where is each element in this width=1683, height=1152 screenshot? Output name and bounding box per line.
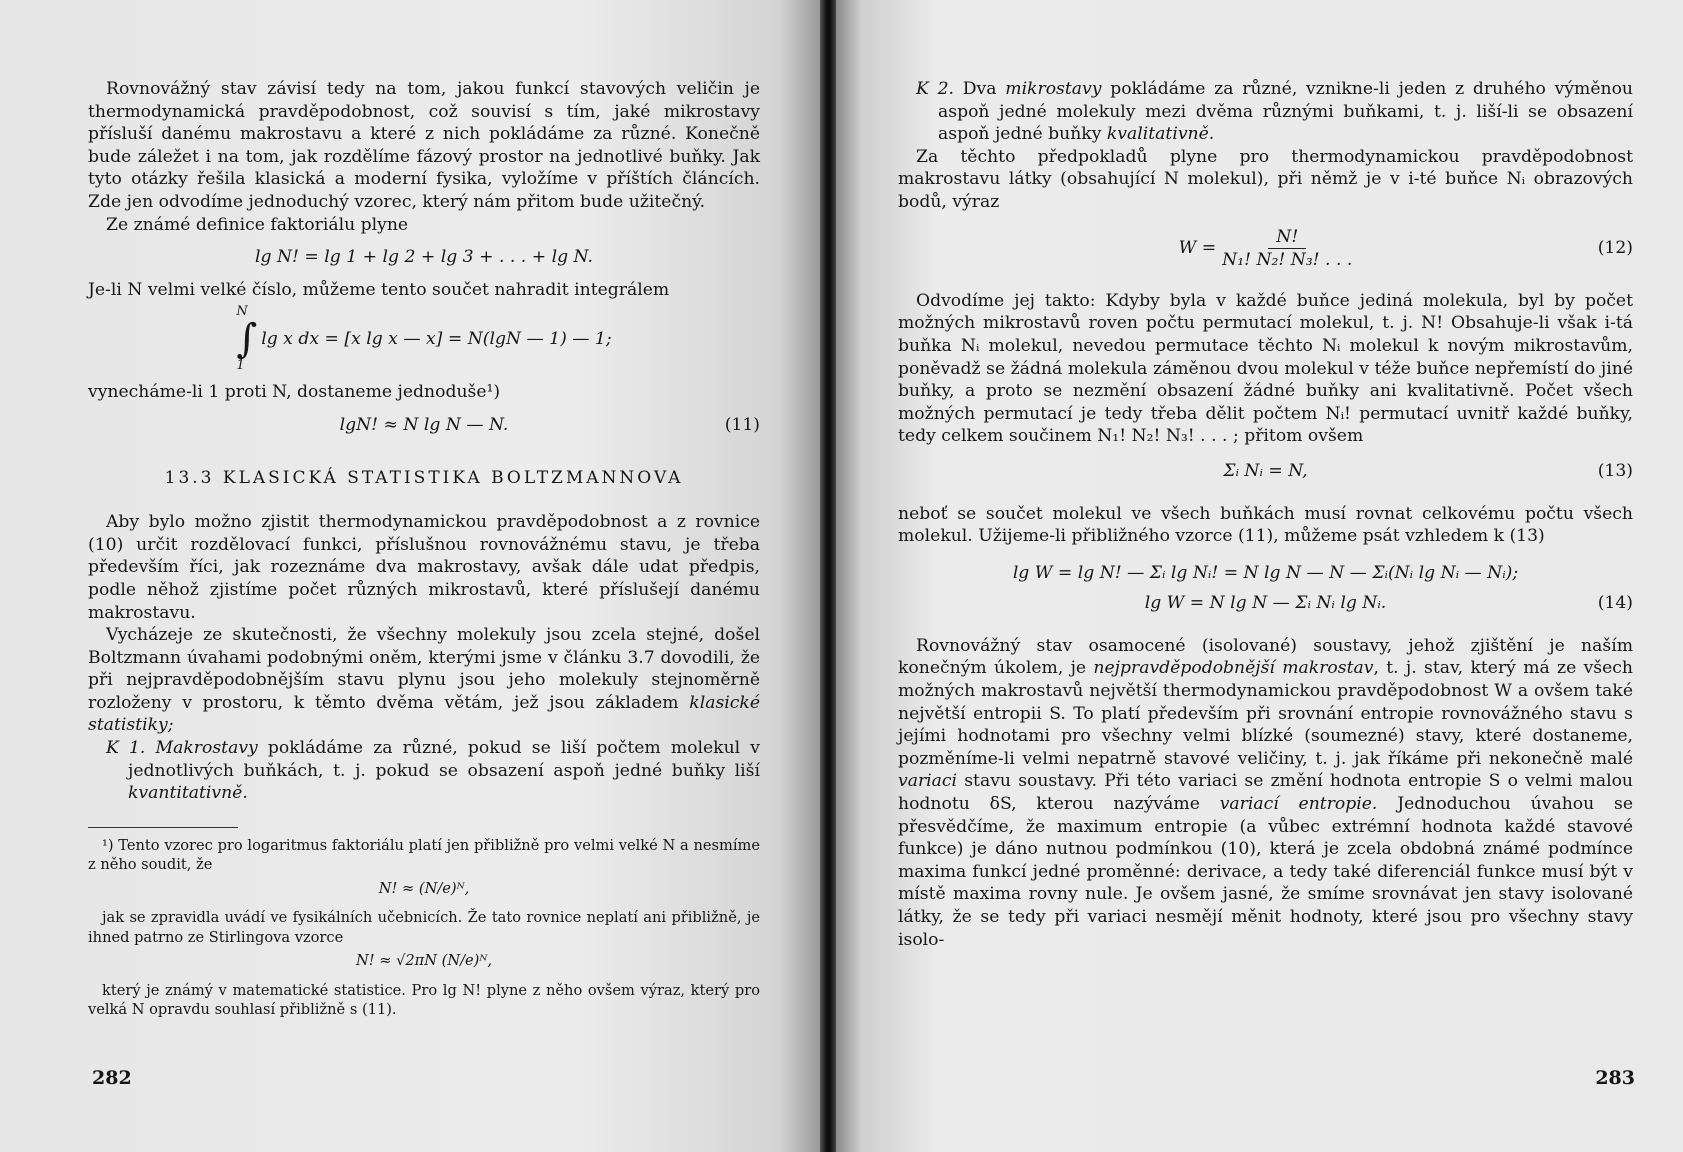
rule-k1 <box>88 737 760 805</box>
equation-14b <box>898 592 1633 615</box>
left-paragraph-2: Ze známé definice faktoriálu plyne <box>106 214 409 235</box>
equation-13-text: Σᵢ Nᵢ = N, <box>1223 460 1308 481</box>
equation-factorial-sum <box>88 246 760 269</box>
right-paragraph-1: Za těchto předpokladů plyne pro thermodynamickou pravděpodobnost makrostavu látky (obsahující N molekul), při němž je v i-té buňce Nᵢ obrazových bodů, výraz <box>898 146 1633 212</box>
rule-k1-text: pokládáme za různé, pokud se liší počtem molekul v jednotlivých buňkách, t. j. pokud se obsazení aspoň jedné buňky liší <box>128 738 760 781</box>
footnote-equation-stirling: N! ≈ √2πN (N/e)ᴺ, <box>355 952 493 970</box>
right-paragraph-4 <box>898 635 1633 951</box>
left-paragraph-1: Rovnovážný stav závisí tedy na tom, jakou funkcí stavových veličin je thermodynamická pravděpodobnost, což souvisí s tím, jaké mikrostavy přísluší danému makrostavu a které z nich pokládáme za různé. Konečně bude záležet i na tom, jak rozdělíme fázový prostor na jednotlivé buňky. Jak tyto otázky řešila klasická a moderní fysika, vyložíme v příštích článcích. Zde jen odvodíme jednoduchý vzorec, který nám přitom bude užitečný. <box>88 79 760 212</box>
left-paragraph-6-emphasis: klasické statistiky; <box>88 692 760 736</box>
equation-11-text: lgN! ≈ N lg N — N. <box>339 414 509 435</box>
footnote <box>88 836 760 1020</box>
rule-k1-emphasis-2: kvantitativně. <box>128 783 248 804</box>
rule-k2-text-b: pokládáme za různé, vznikne-li jeden z druhého výměnou aspoň jedné molekuly mezi dvěma různými buňkami, t. j. liší-li se obsazení aspoň jedné buňky <box>938 79 1633 145</box>
right-paragraph-4-d: Jednoduchou úvahou se přesvědčíme, že maximum entropie (a vůbec extrémní hodnota každé stavové funkce) je dáno nutnou podmínkou (10), která je zcela obdobná známé podmínce maxima funkcí jedné proměnné: derivace, a tedy také diferenciál funkce musí být v místě maxima rovny nule. Je ovšem jasné, že smíme srovnávat jen stavy isolované látky, že se tedy při variaci nesmějí měnit hodnoty, které jsou pro všechny stavy isolo- <box>898 794 1634 950</box>
rule-k1-emphasis: Makrostavy <box>155 738 258 759</box>
equation-factorial-sum-text: lg N! = lg 1 + lg 2 + lg 3 + . . . + lg N. <box>255 247 593 268</box>
page-number-right: 283 <box>1595 1067 1635 1090</box>
footnote-line-1: ¹) Tento vzorec pro logaritmus faktoriálu platí jen přibližně pro velmi velké N a nesmíme z něho soudit, že <box>88 836 760 874</box>
equation-12-number: (12) <box>1597 238 1633 259</box>
right-page <box>836 0 1683 1152</box>
left-paragraph-5: Aby bylo možno zjistit thermodynamickou pravděpodobnost a z rovnice (10) určit rozdělovací funkci, příslušnou rovnovážnému stavu, je třeba především říci, jak rozeznáme dva makrostavy, avšak dále udat předpis, podle něhož zjistíme počet různých mikrostavů, které příslušejí danému makrostavu. <box>88 512 760 623</box>
equation-14a-text: lg W = lg N! — Σᵢ lg Nᵢ! = N lg N — N — Σᵢ(Nᵢ lg Nᵢ — Nᵢ); <box>1012 562 1519 583</box>
rule-k2 <box>898 78 1633 146</box>
rule-k2-emphasis-2: kvalitativně. <box>1106 124 1215 145</box>
footnote-line-3: který je známý v matematické statistice. Pro lg N! plyne z něho ovšem výraz, který pro velká N opravdu souhlasí přibližně s (11). <box>88 981 760 1019</box>
equation-12-lhs: W = <box>1178 238 1217 259</box>
equation-13-number: (13) <box>1597 460 1633 481</box>
section-heading: 13.3 KLASICKÁ STATISTIKA BOLTZMANNOVA <box>164 467 684 488</box>
equation-12-numerator: N! <box>1268 226 1306 250</box>
integral-upper-limit: N <box>236 304 248 320</box>
equation-13 <box>898 460 1633 483</box>
equation-14-number: (14) <box>1597 593 1633 614</box>
left-paragraph-6-text: Vycházeje ze skutečnosti, že všechny molekuly jsou zcela stejné, došel Boltzmann úvahami podobnými oněm, kterými jsme v článku 3.7 dovodili, že při nejpravděpodobnějším stavu plynu jsou jeho molekuly stejnoměrně rozloženy v prostoru, k těmto dvěma větám, jež jsou základem <box>88 625 760 713</box>
equation-11-number: (11) <box>724 414 760 435</box>
right-paragraph-2: Odvodíme jej takto: Kdyby byla v každé buňce jediná molekula, byl by počet možných mikrostavů roven počtu permutací molekul, t. j. N! Obsahuje-li však i-tá buňka Nᵢ molekul, nevedou permutace těchto Nᵢ molekul k novým mikrostavům, poněvadž se žádná molekula záměnou dvou molekul v téže buňce nepřemístí do jiné buňky, a proto se nezmění obsazení žádné buňky ani kvalitativně. Počet všech možných permutací je tedy třeba dělit počtem Nᵢ! permutací uvnitř každé buňky, tedy celkem součinem N₁! N₂! N₃! . . . ; přitom ovšem <box>898 290 1633 447</box>
right-paragraph-4-emphasis: nejpravděpodobnější makrostav <box>1093 658 1374 679</box>
equation-12 <box>898 226 1633 272</box>
integral-limits <box>236 305 257 373</box>
right-paragraph-4-b: , t. j. stav, který má ze všech možných makrostavů největší thermodynamickou pravděpodobnost W a ovšem také největší entropii S. To platí především při srovnání entropie rovnovážného stavu s jejími hodnotami pro všechny velmi blízké (soumezné) stavy, které dostaneme, pozměníme-li velmi nepatrně stavové veličiny, t. j. jak říkáme při nekonečně malé <box>898 658 1633 769</box>
equation-11 <box>88 414 760 437</box>
equation-integral <box>88 305 760 373</box>
equation-12-fraction <box>1222 226 1352 272</box>
left-paragraph-4: vynecháme-li 1 proti N, dostaneme jednoduše¹) <box>88 382 501 403</box>
left-paragraph-6 <box>88 624 760 737</box>
equation-14a <box>898 562 1633 585</box>
integral-body: lg x dx = [x lg x — x] <box>261 329 443 350</box>
right-paragraph-3: neboť se součet molekul ve všech buňkách musí rovnat celkovému počtu všech molekul. Užijeme-li přibližného vzorce (11), můžeme psát vzhledem k (13) <box>898 503 1633 547</box>
rule-k1-label: K 1. <box>106 738 146 759</box>
right-paragraph-4-emphasis-2: variaci <box>898 771 958 792</box>
integral-result: = N(lgN — 1) — 1; <box>447 329 612 350</box>
left-page <box>0 0 820 1152</box>
page-number-left: 282 <box>92 1067 132 1090</box>
right-paragraph-4-a: Rovnovážný stav osamocené (isolované) soustavy, jehož zjištění je naším konečným úkolem, je <box>898 635 1633 679</box>
equation-14b-text: lg W = N lg N — Σᵢ Nᵢ lg Nᵢ. <box>1144 593 1387 614</box>
rule-k2-emphasis: mikrostavy <box>1005 79 1102 99</box>
equation-12-denominator: N₁! N₂! N₃! . . . <box>1222 250 1353 271</box>
right-paragraph-4-emphasis-3: variací entropie. <box>1219 794 1378 815</box>
footnote-line-2: jak se zpravidla uvádí ve fysikálních učebnicích. Že tato rovnice neplatí ani přibližně, je ihned patrno ze Stirlingova vzorce <box>88 909 760 946</box>
integral-sign-icon: ∫ <box>236 316 258 363</box>
right-paragraph-4-c: stavu soustavy. Při této variaci se změní hodnota entropie S o velmi malou hodnotu δS, kterou nazýváme <box>898 771 1633 815</box>
footnote-equation-1: N! ≈ (N/e)ᴺ, <box>378 879 470 897</box>
rule-k2-text-a: Dva <box>962 79 1006 99</box>
footnote-rule <box>88 827 238 828</box>
book-spine <box>820 0 836 1152</box>
integral-lower-limit: 1 <box>236 358 245 374</box>
rule-k2-label: K 2. <box>916 79 954 99</box>
left-paragraph-3: Je-li N velmi velké číslo, můžeme tento součet nahradit integrálem <box>88 279 670 300</box>
